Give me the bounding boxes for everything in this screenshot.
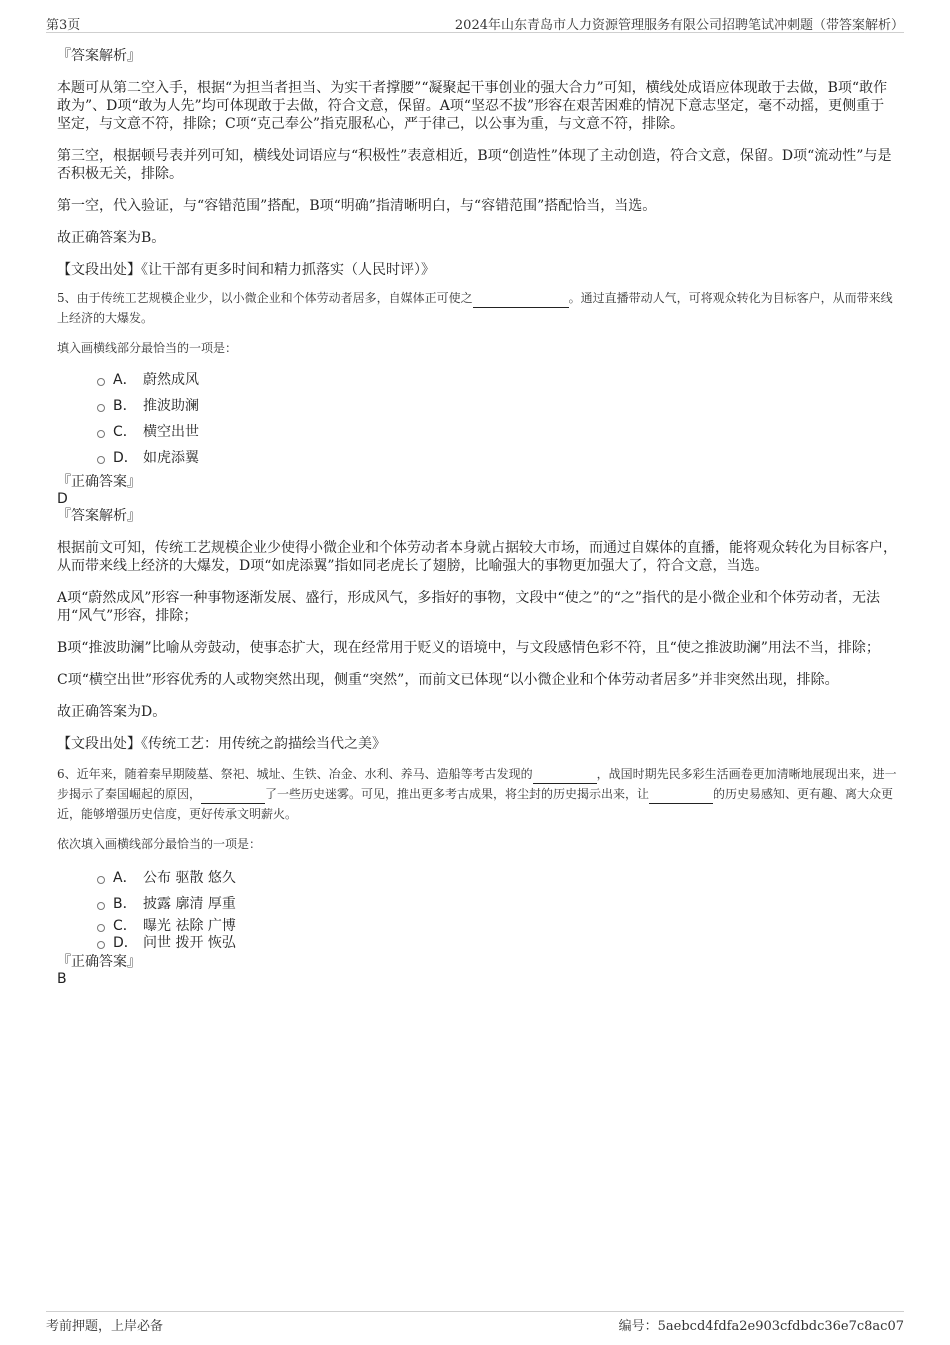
document-title: 2024年山东青岛市人力资源管理服务有限公司招聘笔试冲刺题（带答案解析）: [454, 18, 904, 33]
option-b[interactable]: B． 披露 廓清 厚重: [97, 890, 897, 916]
source-citation: 【文段出处】《让干部有更多时间和精力抓落实（人民时评）》: [57, 262, 435, 278]
page-footer: [46, 1311, 904, 1332]
question-6-text: 6、近年来，随着秦早期陵墓、祭祀、城址、生铁、冶金、水利、养马、造船等考古发现的 ，战国时期先民多彩生活画卷更加清晰地展现出来，进一步揭示了秦国崛起的原因， 了一些历史迷雾。可见，推出更多考古成果，将尘封的历史揭示出来，让 的历史易感知、更有趣、离大众更近，能够增强历史信度，更好传承文明薪火。: [57, 767, 897, 821]
option-c[interactable]: C． 横空出世: [97, 418, 897, 444]
analysis-conclusion: 故正确答案为B。: [57, 230, 166, 246]
radio-icon[interactable]: [97, 941, 105, 949]
page-number: 第3页: [46, 18, 81, 33]
option-d[interactable]: D． 问世 拨开 恢弘: [97, 933, 897, 950]
option-d[interactable]: D． 如虎添翼: [97, 444, 897, 470]
radio-icon[interactable]: [97, 924, 105, 932]
radio-icon[interactable]: [97, 456, 105, 464]
analysis-paragraph: 第三空，根据顿号表并列可知，横线处词语应与“积极性”表意相近，B项“创造性”体现了主动创造，符合文意，保留。D项“流动性”与是否积极无关，排除。: [57, 148, 892, 182]
answer-blank: [533, 769, 597, 784]
answer-blank: [649, 789, 713, 804]
document-id: 编号：5aebcd4fdfa2e903cfdbdc36e7c8ac07: [618, 1319, 904, 1334]
question-6-options: [97, 864, 897, 950]
radio-icon[interactable]: [97, 430, 105, 438]
radio-icon[interactable]: [97, 876, 105, 884]
answer-blank: [473, 293, 569, 308]
option-a[interactable]: A． 公布 驱散 悠久: [97, 864, 897, 890]
option-b[interactable]: B． 推波助澜: [97, 392, 897, 418]
correct-answer: D: [57, 491, 68, 507]
question-5-text: 5、由于传统工艺规模企业少，以小微企业和个体劳动者居多，自媒体正可使之 。通过直播带动人气，可将观众转化为目标客户，从而带来线上经济的大爆发。: [57, 291, 893, 325]
radio-icon[interactable]: [97, 404, 105, 412]
question-5-instruction: 填入画横线部分最恰当的一项是：: [57, 341, 238, 355]
analysis-conclusion: 故正确答案为D。: [57, 704, 167, 720]
answer-analysis-label: 『答案解析』: [57, 48, 141, 64]
correct-answer-label: 『正确答案』: [57, 954, 141, 970]
correct-answer-label: 『正确答案』: [57, 474, 141, 490]
correct-answer: B: [57, 971, 67, 987]
analysis-paragraph: C项“横空出世”形容优秀的人或物突然出现，侧重“突然”，而前文已体现“以小微企业和个体劳动者居多”并非突然出现，排除。: [57, 672, 839, 688]
analysis-paragraph: 根据前文可知，传统工艺规模企业少使得小微企业和个体劳动者本身就占据较大市场，而通过自媒体的直播，能将观众转化为目标客户，从而带来线上经济的大爆发，D项“如虎添翼”指如同老虎长了翅膀，比喻强大的事物更加强大了，符合文意，当选。: [57, 540, 897, 574]
answer-analysis-label: 『答案解析』: [57, 508, 141, 524]
question-5-options: [97, 366, 897, 470]
analysis-paragraph: 本题可从第二空入手，根据“为担当者担当、为实干者撑腰”“凝聚起干事创业的强大合力”可知，横线处成语应体现敢于去做，B项“敢作敢为”、D项“敢为人先”均可体现敢于去做，符合文意，保留。A项“坚忍不拔”形容在艰苦困难的情况下意志坚定，毫不动摇，更侧重于坚定，与文意不符，排除；C项“克己奉公”指克服私心，严于律己，以公事为重，与文意不符，排除。: [57, 80, 888, 132]
option-c[interactable]: C． 曝光 祛除 广博: [97, 916, 897, 933]
radio-icon[interactable]: [97, 902, 105, 910]
footer-slogan: 考前押题，上岸必备: [46, 1319, 164, 1334]
analysis-paragraph: B项“推波助澜”比喻从旁鼓动，使事态扩大，现在经常用于贬义的语境中，与文段感情色彩不符，且“使之推波助澜”用法不当，排除；: [57, 640, 880, 656]
analysis-paragraph: A项“蔚然成风”形容一种事物逐渐发展、盛行，形成风气，多指好的事物，文段中“使之”的“之”指代的是小微企业和个体劳动者，无法用“风气”形容，排除；: [57, 590, 881, 624]
document-body: [57, 48, 897, 988]
question-6-instruction: 依次填入画横线部分最恰当的一项是：: [57, 837, 262, 851]
option-a[interactable]: A． 蔚然成风: [97, 366, 897, 392]
answer-blank: [201, 789, 265, 804]
page-header: [46, 14, 904, 33]
radio-icon[interactable]: [97, 378, 105, 386]
analysis-paragraph: 第一空，代入验证，与“容错范围”搭配，B项“明确”指清晰明白，与“容错范围”搭配恰当，当选。: [57, 198, 657, 214]
source-citation: 【文段出处】《传统工艺：用传统之韵描绘当代之美》: [57, 736, 386, 752]
